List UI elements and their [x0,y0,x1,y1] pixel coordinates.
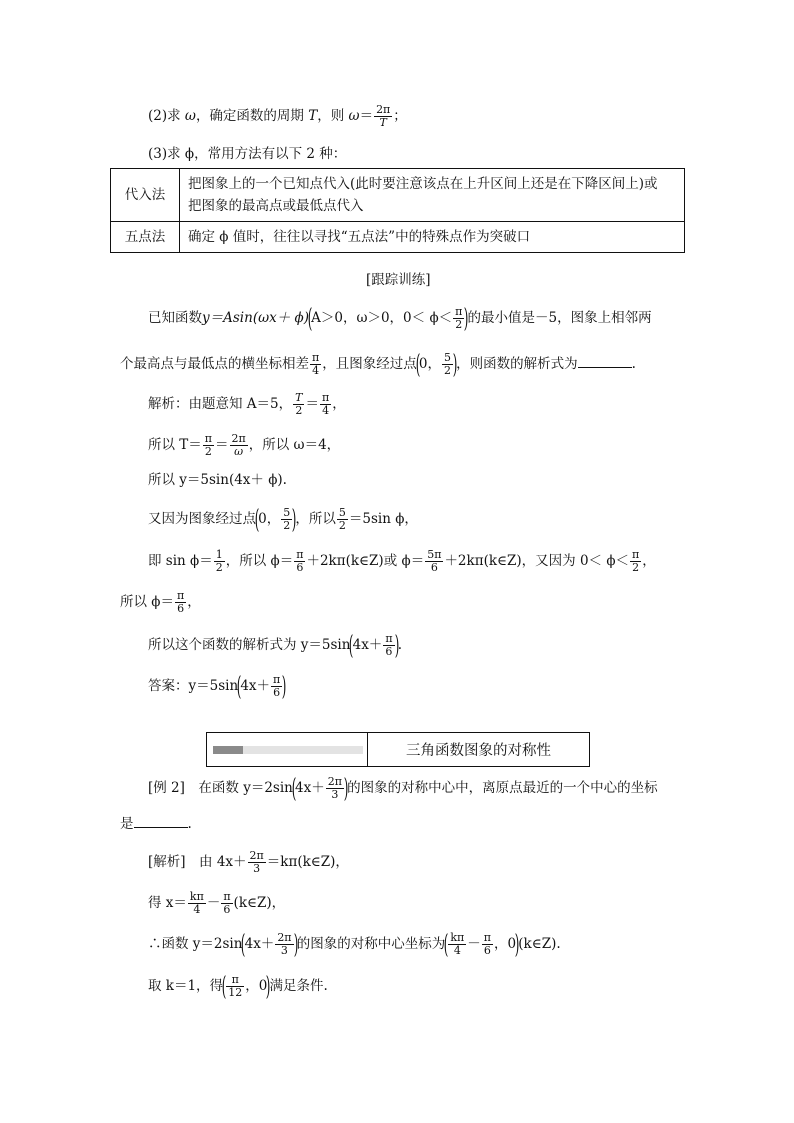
method-desc: 把图象上的一个已知点代入(此时要注意该点在上升区间上还是在下降区间上)或 把图象的最高点或最低点代入 [180,169,685,222]
method-name: 代入法 [111,169,180,222]
section-header [206,732,590,767]
answer-blank [134,815,188,828]
analysis-line-1: [解析] 由 4x＋ $\frac{2\pi}{3}$ ＝kπ(k∈Z)， [148,849,349,875]
answer-blank [578,355,632,368]
solution-line-3: 所以 y＝5sin(4x＋ ϕ). [148,472,287,488]
solution-line-5: 即 sin ϕ＝ $\frac{1}{2}$ ，所以 ϕ＝ $\frac{\pi}{6}$ ＋2kπ(k∈Z)或 ϕ＝ $\frac{5\pi}{6}$ ＋2kπ(k∈Z)，又因为 0＜ ϕ＜ $\frac{\pi}{2}$ ， [148,548,656,574]
analysis-line-2: 得 x＝ $\frac{k\pi}{4}$ － $\frac{\pi}{6}$ (k∈Z)， [148,890,286,916]
table-row [111,222,685,253]
training-heading: [跟踪训练] [366,272,431,288]
solution-line-7: 所以这个函数的解析式为 y＝5sin(4x＋ $\frac{\pi}{6}$ ). [148,630,402,661]
solution-line-6: 所以 ϕ＝ $\frac{\pi}{6}$ ， [120,589,201,615]
method-name: 五点法 [111,222,180,253]
section-title: 三角函数图象的对称性 [406,743,551,759]
problem-line-2: 个最高点与最低点的横坐标相差 $\frac{\pi}{4}$ ，且图象经过点(0， $\frac{5}{2}$ )，则函数的解析式为 . [120,349,636,380]
step3-line: (3)求 ϕ，常用方法有以下 2 种： [148,146,347,162]
problem-line-1: 已知函数y＝Asin(ωx＋ ϕ)(A＞0，ω＞0，0＜ ϕ＜ $\frac{\pi}{2}$ )的最小值是－5，图象上相邻两 [148,303,652,334]
method-desc: 确定 ϕ 值时，往往以寻找“五点法”中的特殊点作为突破口 [180,222,685,253]
fraction: $\frac{2\pi}{T}$ [376,103,391,129]
methods-table [110,168,685,253]
section-tag-image [207,733,368,766]
example2-line-2: 是 . [120,816,192,832]
answer-line: 答案：y＝5sin(4x＋ $\frac{\pi}{6}$ ) [148,671,287,702]
solution-line-2: 所以 T＝ $\frac{\pi}{2}$ ＝ $\frac{2\pi}{\omega}$ ，所以 ω＝4， [148,432,341,458]
step2-line: (2)求 ω，确定函数的周期 T，则 ω＝ $\frac{2\pi}{T}$ ； [148,103,407,129]
example2-line-1: [例 2] 在函数 y＝2sin(4x＋ $\frac{2\pi}{3}$ )的图象的对称中心中，离原点最近的一个中心的坐标 [148,773,658,804]
analysis-line-4: 取 k＝1，得( $\frac{\pi}{12}$ ，0)满足条件. [148,971,328,1002]
analysis-line-3: ∴函数 y＝2sin(4x＋ $\frac{2\pi}{3}$ )的图象的对称中心坐标为( $\frac{k\pi}{4}$ － $\frac{\pi}{6}$ ，0)(k∈Z). [148,929,561,960]
solution-line-4: 又因为图象经过点(0， $\frac{5}{2}$ )，所以 $\frac{5}{2}$ ＝5sin ϕ， [148,504,418,535]
solution-line-1: 解析：由题意知 A＝5， $\frac{T}{2}$ ＝ $\frac{\pi}{4}$ ， [148,391,346,417]
table-row [111,169,685,222]
